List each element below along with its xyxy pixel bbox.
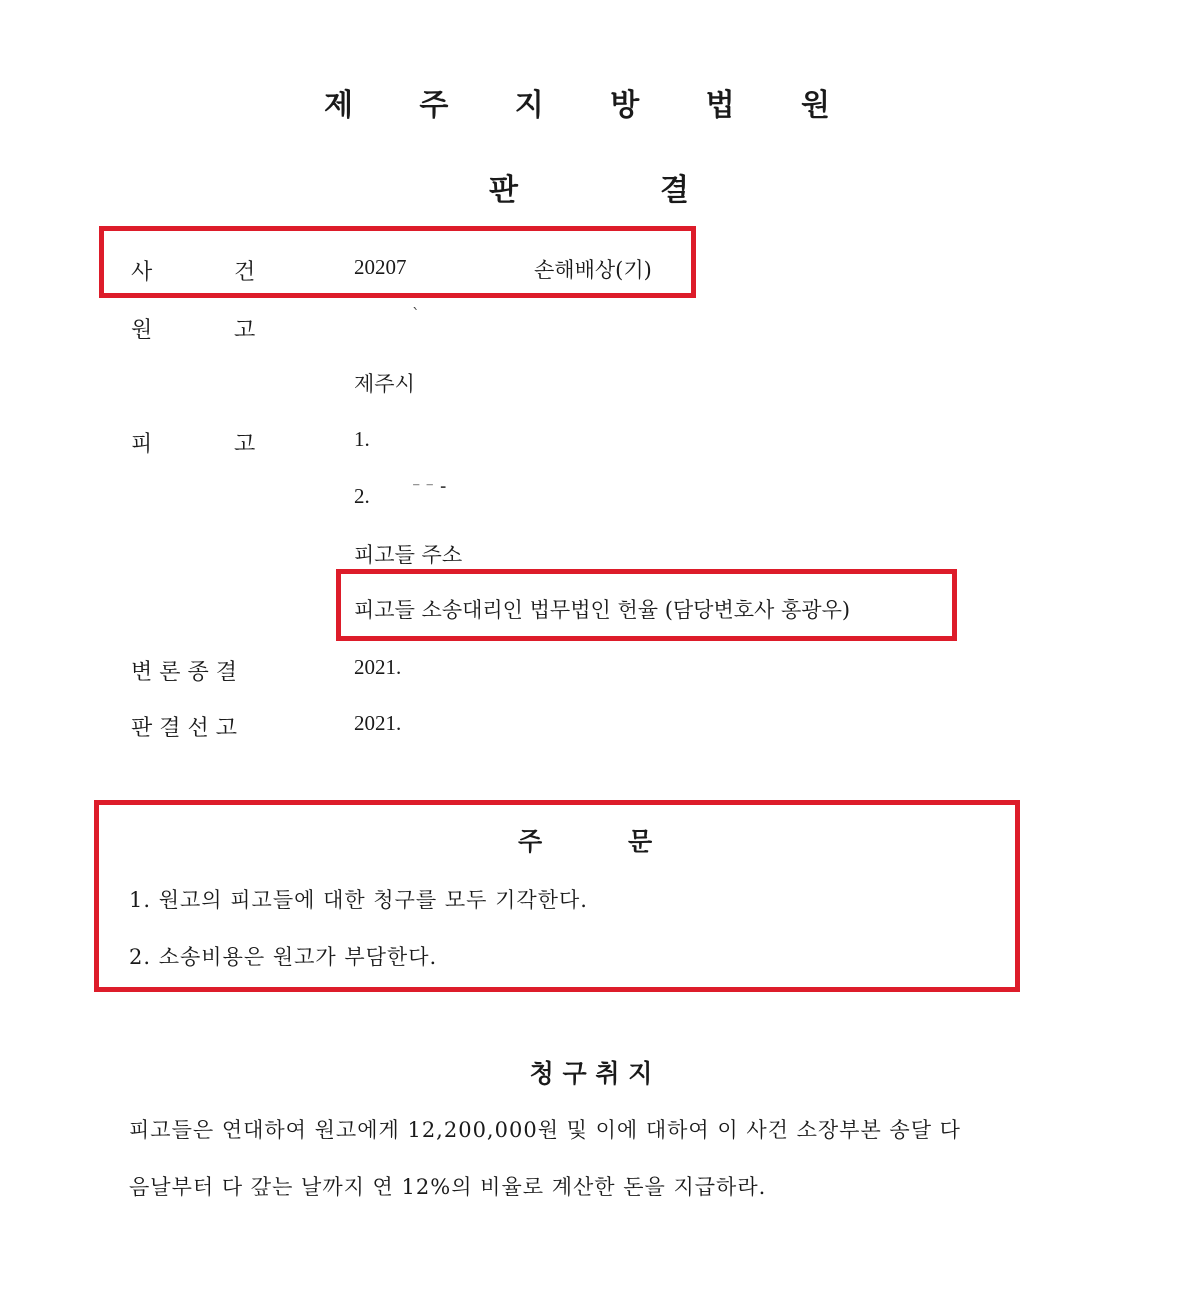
ruling-heading-left: 주 (518, 827, 543, 856)
case-label-left: 사 (131, 260, 153, 285)
defendant-2: 2. (354, 484, 370, 508)
closing-label: 변 론 종 결 (131, 660, 237, 685)
closing-date: 2021. (354, 655, 402, 679)
defendants-address: 피고들 주소 (354, 543, 463, 567)
defendant-1: 1. (354, 427, 370, 451)
ruling-item-1: 1. 원고의 피고들에 대한 청구를 모두 기각한다. (129, 888, 588, 912)
redaction-artifact: ` (412, 305, 420, 324)
ruling-heading-right: 문 (628, 827, 653, 856)
case-number: 20207 (354, 255, 407, 279)
verdict-date: 2021. (354, 711, 402, 735)
document-type-left: 판 (489, 173, 518, 208)
verdict-label: 판 결 선 고 (131, 716, 237, 741)
claim-heading: 청 구 취 지 (529, 1059, 653, 1088)
court-name: 제 주 지 방 법 원 (323, 88, 859, 123)
claim-line-2: 음날부터 다 갚는 날까지 연 12%의 비율로 계산한 돈을 지급하라. (129, 1175, 767, 1199)
ruling-item-2: 2. 소송비용은 원고가 부담한다. (129, 945, 438, 969)
defendant-label-right: 고 (234, 432, 256, 457)
defendants-counsel: 피고들 소송대리인 법무법인 헌율 (담당변호사 홍광우) (354, 598, 851, 622)
plaintiff-label-right: 고 (234, 318, 256, 343)
plaintiff-address: 제주시 (354, 372, 415, 396)
case-label-right: 건 (234, 260, 256, 285)
plaintiff-label-left: 원 (131, 318, 153, 343)
case-name: 손해배상(기) (534, 258, 652, 282)
redaction-artifact: ⁻ ⁻ ⁃ (412, 478, 448, 497)
defendant-label-left: 피 (131, 432, 153, 457)
claim-line-1: 피고들은 연대하여 원고에게 12,200,000원 및 이에 대하여 이 사건 소장부본 송달 다 (129, 1118, 961, 1142)
document-type-right: 결 (660, 173, 689, 208)
